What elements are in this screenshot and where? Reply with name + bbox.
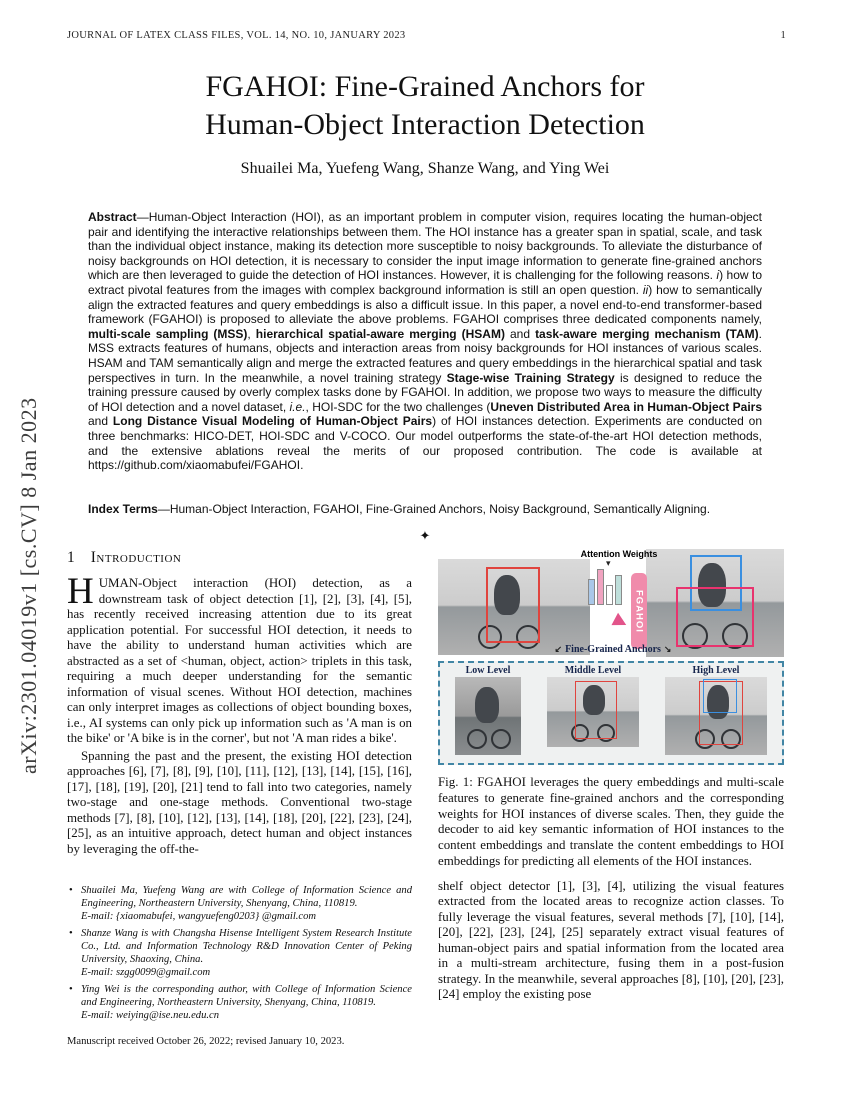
bounding-box-pink bbox=[676, 587, 754, 647]
footnote-text: Shanze Wang is with Changsha Hisense Intelligent System Research Institute Co., Ltd. and Information Technology R&D Innovation Center of Peking University, Shaoxing, China. bbox=[81, 928, 412, 965]
bounding-box-red bbox=[486, 567, 540, 643]
abstract-segment: i bbox=[716, 268, 720, 283]
paper-title bbox=[0, 68, 850, 144]
abstract-segment: ii bbox=[642, 282, 649, 297]
code-link[interactable]: https://github.com/xiaomabufei/FGAHOI bbox=[88, 458, 301, 473]
abstract-segment: ) of HOI instances detection. Experiments are conducted on three benchmarks: HICO-DET, HOI-SDC and V-COCO. Our model outperforms the state-of-the-art HOI detection methods, and the extensive ablations reveal the merits of our proposed contribution. The code is available at bbox=[88, 414, 763, 458]
photo-high-level bbox=[665, 677, 767, 755]
footnote-email: E-mail: {xiaomabufei, wangyuefeng0203} @gmail.com bbox=[81, 911, 317, 922]
level-label: Low Level bbox=[465, 665, 511, 676]
figure-caption bbox=[438, 775, 784, 870]
fine-grained-anchors-label bbox=[528, 644, 698, 655]
abstract-segment: , bbox=[247, 326, 256, 341]
abstract-segment: and bbox=[504, 326, 536, 341]
wheel-icon bbox=[467, 729, 487, 749]
abstract-term-challenge-2: Long Distance Visual Modeling of Human-Object Pairs bbox=[112, 414, 433, 429]
author-list: Shuailei Ma, Yuefeng Wang, Shanze Wang, and Ying Wei bbox=[240, 160, 610, 177]
level-label: Middle Level bbox=[564, 665, 622, 676]
fgahoi-module-badge bbox=[631, 573, 647, 649]
journal-name: JOURNAL OF LATEX CLASS FILES, VOL. 14, NO. 10, JANUARY 2023 bbox=[67, 30, 406, 41]
title-line-2: Human-Object Interaction Detection bbox=[205, 108, 645, 141]
intro-paragraph-2: Spanning the past and the present, the existing HOI detection approaches [6], [7], [8], [9], [10], [11], [12], [13], [14], [15], [16], [17], [18], [19], [20], [21] tend to fall into two categories, namely two-stage and one-stage methods. Conventional two-stage methods [7], [8], [10], [12], [13], [14], [18], [20], [22], [23], [24], [25], as an intuitive approach, detect human and object instances by leveraging the off-the- bbox=[67, 748, 412, 856]
attention-bar bbox=[606, 585, 613, 605]
caption-text: FGAHOI leverages the query embeddings and multi-scale features to generate fine-grained anchors and the corresponding weights for HOI instances of diverse scales. Then, they guide the decoder to aid key semantic information of HOI instances to the content embeddings and translate the content embeddings to HOI embeddings for predicting all elements of the HOI instances. bbox=[438, 775, 784, 868]
abstract-term-tam: task-aware merging mechanism (TAM) bbox=[535, 326, 759, 341]
abstract-segment: ) how to semantically align the extracted features and query embeddings is also a difficult issue. In this paper, a novel end-to-end transformer-based framework (FGAHOI) is proposed to alleviate the above problems. FGAHOI comprises three dedicated components namely, bbox=[88, 282, 762, 327]
right-column bbox=[438, 549, 784, 1003]
abstract-term-hsam: hierarchical spatial-aware merging (HSAM) bbox=[255, 326, 505, 341]
footnote-item bbox=[67, 983, 412, 1022]
multi-level-panel bbox=[438, 661, 784, 765]
abstract-term-strategy: Stage-wise Training Strategy bbox=[446, 370, 615, 385]
photo-middle-level bbox=[547, 677, 639, 747]
footnote-item bbox=[67, 884, 412, 923]
index-terms-text: —Human-Object Interaction, FGAHOI, Fine-Grained Anchors, Noisy Background, Semantically Aligning. bbox=[157, 502, 711, 516]
photo-cyclist-right bbox=[646, 549, 784, 657]
section-separator-icon: ✦ bbox=[419, 528, 431, 543]
abstract-segment: —Human-Object Interaction (HOI), as an important problem in computer vision, requires locating the human-object pair and identifying the interactive relationships between them. The HOI instance has a greater span in spatial, scale, and task than the individual object instance, making its detection more susceptible to noisy backgrounds. To alleviate the disturbance of noisy backgrounds on HOI detection, it is necessary to consider the input image information to generate fine-grained anchors which are then leveraged to guide the detection of HOI instances. However, it is challenging for the following reasons. bbox=[88, 210, 762, 283]
left-column bbox=[67, 549, 412, 857]
abstract-term-challenge-1: Uneven Distributed Area in Human-Object Pairs bbox=[490, 399, 763, 414]
dropcap-letter: H bbox=[67, 571, 94, 612]
bounding-box-red bbox=[575, 681, 617, 739]
footnote-email: E-mail: szgg0099@gmail.com bbox=[81, 967, 211, 978]
running-header bbox=[67, 30, 786, 41]
fgahoi-label: FGAHOI bbox=[633, 589, 645, 633]
section-number: 1 bbox=[67, 549, 75, 566]
abstract-segment: . MSS extracts features of humans, objects and interaction areas from noisy backgrounds for HOI instances of various scales. HSAM and TAM semantically align and merge the extracted features and query embeddings in the hierarchical spatial and task perspectives in turn. In the meanwhile, a novel training strategy bbox=[88, 326, 762, 385]
abstract-segment: is designed to reduce the training pressure caused by overly complex tasks done by FGAHOI. In addition, we propose two ways to measure the difficulty of HOI detection and a novel dataset, bbox=[88, 370, 762, 414]
level-label: High Level bbox=[692, 665, 740, 676]
attention-bars bbox=[588, 569, 622, 605]
section-heading-introduction bbox=[67, 549, 412, 567]
anchor-arrow-right-icon: ↘ bbox=[663, 644, 672, 654]
footnote-text: Ying Wei is the corresponding author, with College of Information Science and Engineering, Northeastern University, Shenyang, China, 110819. bbox=[81, 984, 412, 1008]
footnote-email: E-mail: weiying@ise.neu.edu.cn bbox=[81, 1010, 220, 1021]
right-paragraph: shelf object detector [1], [3], [4], utilizing the visual features extracted from the located areas to recognize action classes. To fully leverage the visual features, several methods [7], [10], [14], [20], [22], [23], [24], [25] separately extract visual features of human-object pairs and spatial information from the located area in a multi-stream architecture, fusing them in a post-fusion strategy. In the meanwhile, several approaches [8], [10], [20], [23], [24] employ the existing pose bbox=[438, 878, 784, 1002]
attention-bar bbox=[615, 575, 622, 605]
abstract-segment: i.e. bbox=[289, 399, 306, 414]
index-terms-label: Index Terms bbox=[88, 502, 158, 516]
abstract-segment: , HOI-SDC for the two challenges ( bbox=[305, 399, 491, 414]
index-terms bbox=[88, 502, 762, 517]
bounding-box-blue bbox=[703, 679, 737, 713]
abstract-label: Abstract bbox=[88, 210, 137, 224]
figure-top-row bbox=[438, 549, 784, 661]
anchor-arrow-left-icon: ↙ bbox=[554, 644, 563, 654]
level-middle bbox=[547, 665, 639, 747]
abstract-term-mss: multi-scale sampling (MSS) bbox=[88, 326, 248, 341]
caption-label: Fig. 1: bbox=[438, 775, 473, 789]
attention-weights-label: Attention Weights bbox=[580, 549, 658, 559]
photo-low-level bbox=[455, 677, 521, 755]
author-footnotes bbox=[67, 884, 412, 1026]
abstract-segment: ) how to extract pivotal features from the images with complex background information is still an open question. bbox=[88, 268, 762, 297]
wheel-icon bbox=[491, 729, 511, 749]
abstract bbox=[88, 210, 762, 473]
page-number: 1 bbox=[780, 30, 786, 41]
title-line-1: FGAHOI: Fine-Grained Anchors for bbox=[205, 70, 645, 103]
intro-paragraph-1 bbox=[67, 571, 412, 747]
level-high bbox=[665, 665, 767, 755]
section-title: Introduction bbox=[90, 549, 182, 566]
level-low bbox=[455, 665, 521, 755]
paragraph-text: UMAN-Object interaction (HOI) detection, as a downstream task of object detection [1], [2], [3], [4], [5], has recently received increasing attention due to its great application potential. For successful HOI detection, it needs to have the ability to understand human activities which are abstracted as a set of <human, object, action> triplets in this task, requiring a much deeper understanding for the semantic information of visual scenes. Without HOI detection, machines can only interpret images as collections of object bounding boxes, i.e., AI systems can only pick up information such as 'A man is on the bike' or 'A bike is in the corner', but not 'A man rides a bike'. bbox=[67, 576, 412, 745]
figure-1 bbox=[438, 549, 784, 765]
down-caret-icon: ▾ bbox=[606, 558, 611, 568]
photo-cyclist-left bbox=[438, 559, 590, 655]
abstract-segment: . bbox=[300, 458, 304, 473]
arxiv-watermark: arXiv:2301.04019v1 [cs.CV] 8 Jan 2023 bbox=[16, 397, 41, 774]
abstract-segment: and bbox=[88, 414, 113, 429]
manuscript-note: Manuscript received October 26, 2022; revised January 10, 2023. bbox=[67, 1036, 345, 1047]
footnote-text: Shuailei Ma, Yuefeng Wang are with College of Information Science and Engineering, Northeastern University, Shenyang, China, 110819. bbox=[81, 885, 412, 909]
footnote-item bbox=[67, 927, 412, 979]
pink-arrow-icon bbox=[611, 613, 629, 631]
anchors-text: Fine-Grained Anchors bbox=[565, 644, 661, 655]
cyclist-silhouette bbox=[475, 687, 499, 723]
attention-bar bbox=[597, 569, 604, 605]
attention-bar bbox=[588, 579, 595, 605]
